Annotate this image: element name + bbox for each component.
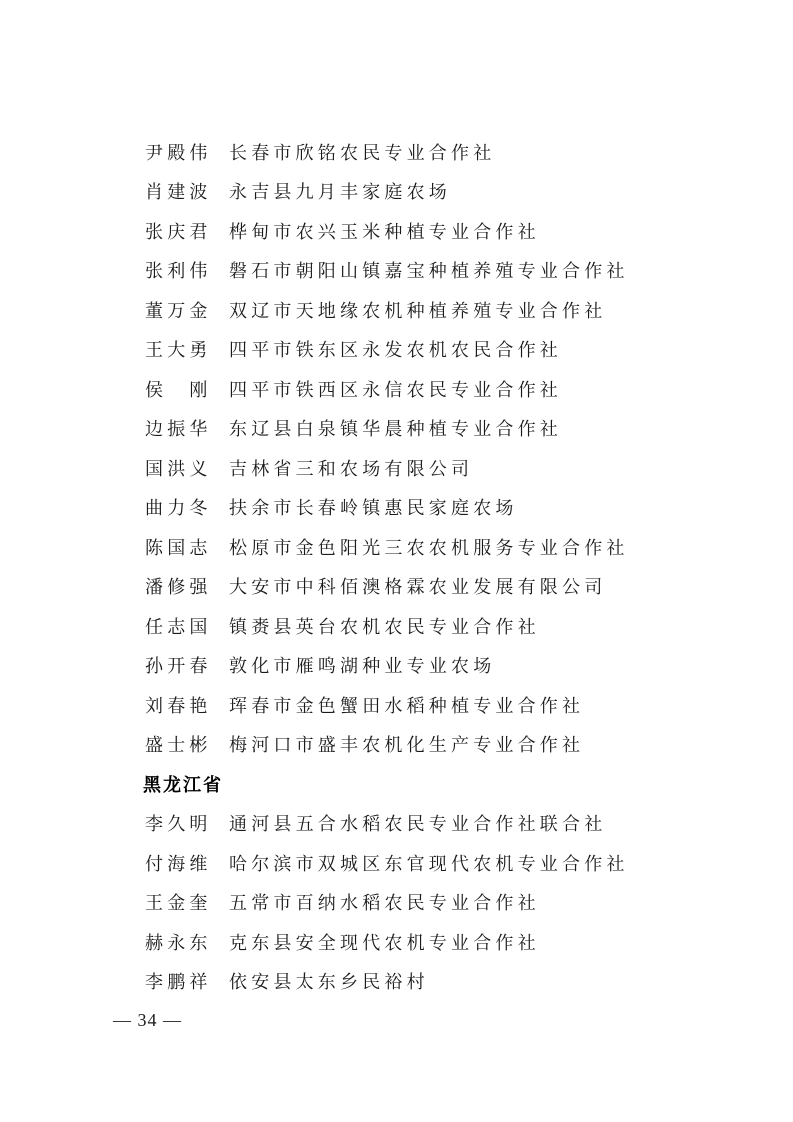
person-name: 盛士彬	[145, 735, 212, 757]
list-item	[145, 290, 629, 330]
person-name: 侯 刚	[145, 379, 212, 401]
organization-name: 吉林省三和农场有限公司	[229, 458, 474, 480]
list-item	[145, 725, 629, 765]
organization-name: 大安市中科佰澳格霖农业发展有限公司	[229, 577, 607, 599]
person-name: 刘春艳	[145, 695, 212, 717]
person-name: 付海维	[145, 853, 212, 875]
person-name: 李久明	[145, 814, 212, 836]
organization-name: 长春市欣铭农民专业合作社	[229, 142, 496, 164]
list-item	[145, 883, 629, 923]
list-item	[145, 330, 629, 370]
list-item	[145, 922, 629, 962]
person-name: 张庆君	[145, 221, 212, 243]
list-item	[145, 251, 629, 291]
organization-name: 永吉县九月丰家庭农场	[229, 182, 451, 204]
organization-name: 哈尔滨市双城区东官现代农机专业合作社	[229, 853, 629, 875]
list-item	[145, 646, 629, 686]
person-name: 王大勇	[145, 340, 212, 362]
list-item	[145, 488, 629, 528]
organization-name: 五常市百纳水稻农民专业合作社	[229, 893, 540, 915]
person-name: 董万金	[145, 300, 212, 322]
person-name: 张利伟	[145, 261, 212, 283]
list-item	[145, 804, 629, 844]
list-item	[145, 369, 629, 409]
organization-name: 东辽县白泉镇华晨种植专业合作社	[229, 419, 562, 441]
list-item	[145, 567, 629, 607]
person-name: 孙开春	[145, 656, 212, 678]
person-name: 陈国志	[145, 537, 212, 559]
person-name: 边振华	[145, 419, 212, 441]
list-item	[145, 172, 629, 212]
organization-name: 磐石市朝阳山镇嘉宝种植养殖专业合作社	[229, 261, 629, 283]
person-name: 任志国	[145, 616, 212, 638]
person-name: 国洪义	[145, 458, 212, 480]
organization-name: 镇赉县英台农机农民专业合作社	[229, 616, 540, 638]
person-name: 肖建波	[145, 182, 212, 204]
person-name: 潘修强	[145, 577, 212, 599]
list-item	[145, 843, 629, 883]
person-name: 李鹏祥	[145, 972, 212, 994]
list-item	[145, 132, 629, 172]
award-list	[145, 132, 629, 1001]
section-heading-heilongjiang: 黑龙江省	[143, 774, 223, 796]
list-item	[145, 409, 629, 449]
organization-name: 松原市金色阳光三农农机服务专业合作社	[229, 537, 629, 559]
organization-name: 梅河口市盛丰农机化生产专业合作社	[229, 735, 585, 757]
organization-name: 四平市铁东区永发农机农民合作社	[229, 340, 562, 362]
organization-name: 桦甸市农兴玉米种植专业合作社	[229, 221, 540, 243]
organization-name: 依安县太东乡民裕村	[229, 972, 429, 994]
organization-name: 克东县安全现代农机专业合作社	[229, 932, 540, 954]
list-item	[145, 527, 629, 567]
page-number: — 34 —	[113, 1010, 182, 1030]
list-item	[145, 685, 629, 725]
list-item	[145, 606, 629, 646]
list-item	[145, 211, 629, 251]
person-name: 赫永东	[145, 932, 212, 954]
organization-name: 通河县五合水稻农民专业合作社联合社	[229, 814, 607, 836]
list-item	[145, 448, 629, 488]
list-item	[145, 962, 629, 1002]
person-name: 曲力冬	[145, 498, 212, 520]
organization-name: 敦化市雁鸣湖种业专业农场	[229, 656, 496, 678]
organization-name: 珲春市金色蟹田水稻种植专业合作社	[229, 695, 585, 717]
organization-name: 双辽市天地缘农机种植养殖专业合作社	[229, 300, 607, 322]
organization-name: 四平市铁西区永信农民专业合作社	[229, 379, 562, 401]
person-name: 尹殿伟	[145, 142, 212, 164]
organization-name: 扶余市长春岭镇惠民家庭农场	[229, 498, 518, 520]
person-name: 王金奎	[145, 893, 212, 915]
